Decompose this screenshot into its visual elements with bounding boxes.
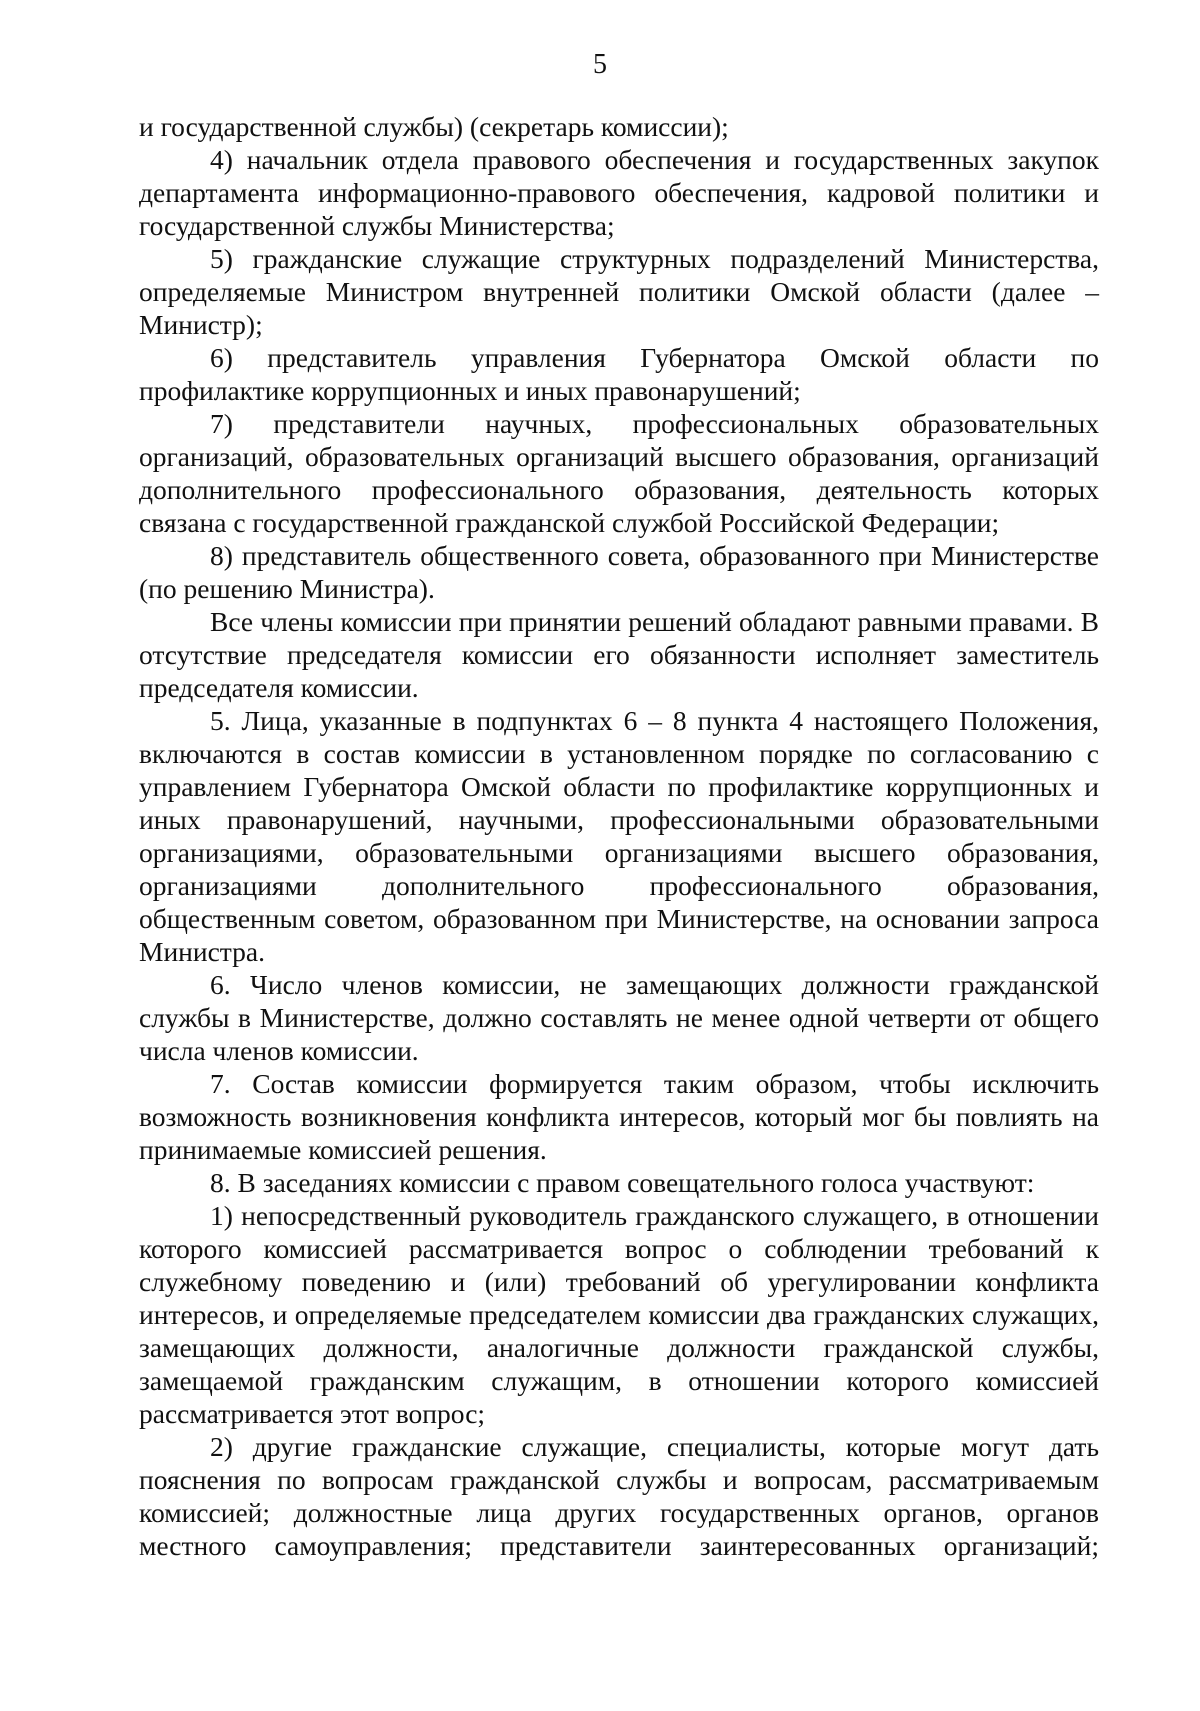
- paragraph-section-8-item-1: 1) непосредственный руководитель гражданского служащего, в отношении которого комиссией рассматривается вопрос о соблюдении требований к служебному поведению и (или) требований об урегулировании конфликта интересов, и определяемые председателем комиссии два гражданских служащих, замещающих должности, аналогичные должности гражданской службы, замещаемой гражданским служащим, в отношении которого комиссией рассматривается этот вопрос;: [139, 1200, 1099, 1429]
- page-number: 5: [593, 49, 607, 80]
- paragraph-section-8: 8. В заседаниях комиссии с правом совещательного голоса участвуют:: [210, 1167, 1035, 1198]
- paragraph-section-5: 5. Лица, указанные в подпунктах 6 – 8 пункта 4 настоящего Положения, включаются в состав комиссии в установленном порядке по согласованию с управлением Губернатора Омской области по профилактике коррупционных и иных правонарушений, научными, профессиональными образовательными организациями, образовательными организациями высшего образования, организациями дополнительного профессионального образования, общественным советом, образованном при Министерстве, на основании запроса Министра.: [139, 705, 1099, 967]
- paragraph-section-6: 6. Число членов комиссии, не замещающих должности гражданской службы в Министерстве, должно составлять не менее одной четверти от общего числа членов комиссии.: [139, 969, 1099, 1066]
- paragraph-item-7: 7) представители научных, профессиональных образовательных организаций, образовательных организаций высшего образования, организаций дополнительного профессионального образования, деятельность которых связана с государственной гражданской службой Российской Федерации;: [139, 408, 1099, 538]
- paragraph-equal-rights: Все члены комиссии при принятии решений обладают равными правами. В отсутствие председателя комиссии его обязанности исполняет заместитель председателя комиссии.: [139, 606, 1099, 703]
- paragraph-secretary-continuation: и государственной службы) (секретарь комиссии);: [139, 111, 729, 142]
- paragraph-section-8-item-2: 2) другие гражданские служащие, специалисты, которые могут дать пояснения по вопросам гражданской службы и вопросам, рассматриваемым комиссией; должностные лица других государственных органов, органов местного самоуправления; представители заинтересованных организаций;: [139, 1431, 1099, 1561]
- paragraph-item-4: 4) начальник отдела правового обеспечения и государственных закупок департамента информационно-правового обеспечения, кадровой политики и государственной службы Министерства;: [139, 144, 1099, 241]
- document-body: [139, 110, 1099, 1562]
- paragraph-item-6: 6) представитель управления Губернатора Омской области по профилактике коррупционных и иных правонарушений;: [139, 342, 1099, 406]
- paragraph-section-7: 7. Состав комиссии формируется таким образом, чтобы исключить возможность возникновения конфликта интересов, который мог бы повлиять на принимаемые комиссией решения.: [139, 1068, 1099, 1165]
- paragraph-item-5: 5) гражданские служащие структурных подразделений Министерства, определяемые Министром внутренней политики Омской области (далее – Министр);: [139, 243, 1099, 340]
- paragraph-item-8: 8) представитель общественного совета, образованного при Министерстве (по решению Министра).: [139, 540, 1099, 604]
